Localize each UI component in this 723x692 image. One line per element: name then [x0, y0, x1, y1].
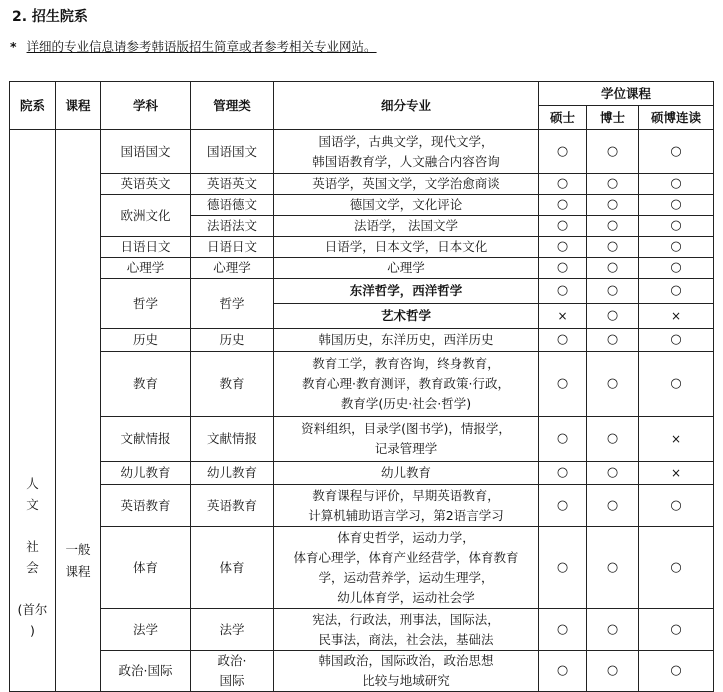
detail-cell	[274, 174, 539, 195]
manage-line: 政治·	[217, 653, 247, 668]
detail-line: 国语学，古典文学，现代文学，	[318, 133, 494, 149]
detail-line: 学，运动营养学，运动生理学，	[318, 569, 494, 585]
detail-line: 心理学	[387, 260, 425, 275]
manage-cell: 英语英文	[191, 174, 274, 195]
dept-line: 文	[26, 497, 39, 512]
dept-line: 会	[26, 560, 39, 575]
dept-line	[10, 578, 55, 599]
phd-mark: ○	[587, 279, 639, 304]
master-mark: ○	[539, 527, 587, 609]
table-row	[10, 651, 714, 692]
manage-cell: 体育	[191, 527, 274, 609]
subject-cell: 教育	[101, 352, 191, 417]
detail-cell	[274, 195, 539, 216]
subject-cell: 政治·国际	[101, 651, 191, 692]
header-dept: 院系	[10, 82, 56, 130]
section-heading: 2. 招生院系	[12, 9, 88, 25]
combined-mark: ○	[639, 258, 714, 279]
detail-line: 计算机辅助语言学习，第2语言学习	[308, 507, 504, 523]
manage-cell: 日语日文	[191, 237, 274, 258]
master-mark: ○	[539, 485, 587, 527]
phd-mark: ○	[587, 195, 639, 216]
table-row	[10, 329, 714, 352]
detail-line: 韩国语教育学，人文融合内容咨询	[312, 153, 500, 169]
combined-mark: ○	[639, 352, 714, 417]
manage-cell: 心理学	[191, 258, 274, 279]
detail-line: 教育心理·教育测评，教育政策·行政，	[302, 376, 510, 391]
note-line	[10, 37, 377, 55]
master-mark: ○	[539, 216, 587, 237]
dept-cell	[10, 130, 56, 692]
phd-mark: ○	[587, 485, 639, 527]
combined-mark: ○	[639, 485, 714, 527]
header-master: 硕士	[539, 106, 587, 130]
course-line: 课程	[65, 564, 91, 579]
detail-line: 教育课程与评价，早期英语教育，	[312, 487, 500, 503]
master-mark: ○	[539, 417, 587, 462]
master-mark: ○	[539, 279, 587, 304]
detail-line: 教育学(历史·社会·哲学)	[340, 396, 472, 411]
header-degree: 学位课程	[539, 82, 714, 106]
subject-cell: 日语日文	[101, 237, 191, 258]
manage-cell: 文献情报	[191, 417, 274, 462]
subject-cell: 心理学	[101, 258, 191, 279]
phd-mark: ○	[587, 329, 639, 352]
subject-cell: 哲学	[101, 279, 191, 329]
phd-mark: ○	[587, 462, 639, 485]
combined-mark: ×	[639, 417, 714, 462]
detail-cell	[274, 609, 539, 651]
table-row	[10, 527, 714, 609]
phd-mark: ○	[587, 258, 639, 279]
dept-line: 人	[26, 476, 39, 491]
table-row	[10, 258, 714, 279]
table-row	[10, 352, 714, 417]
master-mark: ○	[539, 195, 587, 216]
dept-line: 社	[26, 539, 39, 554]
subject-cell: 欧洲文化	[101, 195, 191, 237]
course-line: 一般	[65, 542, 91, 557]
phd-mark: ○	[587, 352, 639, 417]
table-row	[10, 237, 714, 258]
phd-mark: ○	[587, 304, 639, 329]
detail-line: 日语学，日本文学，日本文化	[324, 239, 488, 254]
phd-mark: ○	[587, 216, 639, 237]
combined-mark: ×	[639, 304, 714, 329]
table-row	[10, 279, 714, 304]
detail-cell	[274, 258, 539, 279]
detail-cell	[274, 237, 539, 258]
table-row	[10, 609, 714, 651]
subject-cell: 英语英文	[101, 174, 191, 195]
detail-line: 体育心理学，体育产业经营学，体育教育	[293, 549, 519, 565]
subject-cell: 文献情报	[101, 417, 191, 462]
detail-line: 韩国历史，东洋历史，西洋历史	[318, 332, 494, 347]
master-mark: ○	[539, 130, 587, 174]
master-mark: ○	[539, 174, 587, 195]
combined-mark: ○	[639, 237, 714, 258]
course-cell	[56, 130, 101, 692]
header-manage: 管理类	[191, 82, 274, 130]
subject-cell: 国语国文	[101, 130, 191, 174]
detail-line: 东洋哲学，西洋哲学	[349, 283, 463, 298]
detail-line: 德国文学，文化评论	[349, 197, 463, 212]
dept-line: )	[30, 623, 35, 638]
phd-mark: ○	[587, 527, 639, 609]
detail-line: 艺术哲学	[380, 308, 431, 323]
combined-mark: ○	[639, 216, 714, 237]
detail-line: 英语学，英国文学，文学治愈商谈	[312, 176, 500, 191]
detail-line: 比较与地域研究	[362, 673, 450, 688]
master-mark: ○	[539, 462, 587, 485]
master-mark: ○	[539, 609, 587, 651]
subject-cell: 英语教育	[101, 485, 191, 527]
table-row	[10, 195, 714, 216]
detail-cell	[274, 130, 539, 174]
header-subject: 学科	[101, 82, 191, 130]
combined-mark: ×	[639, 462, 714, 485]
table-row	[10, 485, 714, 527]
detail-cell	[274, 304, 539, 329]
detail-cell	[274, 279, 539, 304]
table-row	[10, 462, 714, 485]
combined-mark: ○	[639, 609, 714, 651]
table-row	[10, 130, 714, 174]
combined-mark: ○	[639, 329, 714, 352]
master-mark: ○	[539, 352, 587, 417]
detail-cell	[274, 651, 539, 692]
subject-cell: 法学	[101, 609, 191, 651]
detail-cell	[274, 352, 539, 417]
phd-mark: ○	[587, 609, 639, 651]
manage-cell: 法语法文	[191, 216, 274, 237]
manage-cell: 哲学	[191, 279, 274, 329]
detail-line: 宪法，行政法，刑事法，国际法，	[312, 611, 500, 627]
note-star: *	[10, 39, 17, 54]
header-combined: 硕博连读	[639, 106, 714, 130]
phd-mark: ○	[587, 174, 639, 195]
manage-cell: 教育	[191, 352, 274, 417]
detail-cell	[274, 417, 539, 462]
detail-line: 教育工学，教育咨询，终身教育，	[312, 356, 500, 371]
manage-cell: 英语教育	[191, 485, 274, 527]
manage-cell: 德语德文	[191, 195, 274, 216]
detail-cell	[274, 462, 539, 485]
detail-line: 民事法，商法，社会法，基础法	[318, 631, 494, 647]
detail-line: 法语学， 法国文学	[354, 218, 458, 233]
combined-mark: ○	[639, 130, 714, 174]
detail-cell	[274, 527, 539, 609]
detail-line: 记录管理学	[374, 441, 438, 456]
table-row	[10, 174, 714, 195]
manage-cell: 国语国文	[191, 130, 274, 174]
phd-mark: ○	[587, 651, 639, 692]
dept-line: (首尔	[17, 602, 48, 617]
master-mark: ○	[539, 651, 587, 692]
master-mark: ○	[539, 329, 587, 352]
manage-cell: 幼儿教育	[191, 462, 274, 485]
combined-mark: ○	[639, 195, 714, 216]
detail-line: 幼儿教育	[380, 465, 431, 480]
detail-cell	[274, 329, 539, 352]
phd-mark: ○	[587, 237, 639, 258]
combined-mark: ○	[639, 174, 714, 195]
manage-cell	[191, 651, 274, 692]
header-phd: 博士	[587, 106, 639, 130]
phd-mark: ○	[587, 130, 639, 174]
master-mark: ×	[539, 304, 587, 329]
detail-line: 幼儿体育学，运动社会学	[337, 589, 475, 605]
phd-mark: ○	[587, 417, 639, 462]
detail-line: 资料组织，目录学(图书学)，情报学，	[301, 421, 511, 436]
combined-mark: ○	[639, 527, 714, 609]
note-text: 详细的专业信息请参考韩语版招生简章或者参考相关专业网站。	[26, 39, 377, 54]
department-table	[9, 81, 714, 692]
subject-cell: 幼儿教育	[101, 462, 191, 485]
manage-cell: 历史	[191, 329, 274, 352]
header-detail: 细分专业	[274, 82, 539, 130]
detail-cell	[274, 485, 539, 527]
table-row	[10, 417, 714, 462]
detail-line: 韩国政治，国际政治，政治思想	[318, 653, 494, 668]
detail-line: 体育史哲学，运动力学，	[337, 529, 475, 545]
manage-line: 国际	[219, 673, 245, 688]
subject-cell: 体育	[101, 527, 191, 609]
combined-mark: ○	[639, 279, 714, 304]
header-course: 课程	[56, 82, 101, 130]
master-mark: ○	[539, 258, 587, 279]
subject-cell: 历史	[101, 329, 191, 352]
master-mark: ○	[539, 237, 587, 258]
combined-mark: ○	[639, 651, 714, 692]
dept-line	[10, 515, 55, 536]
manage-cell: 法学	[191, 609, 274, 651]
detail-cell	[274, 216, 539, 237]
